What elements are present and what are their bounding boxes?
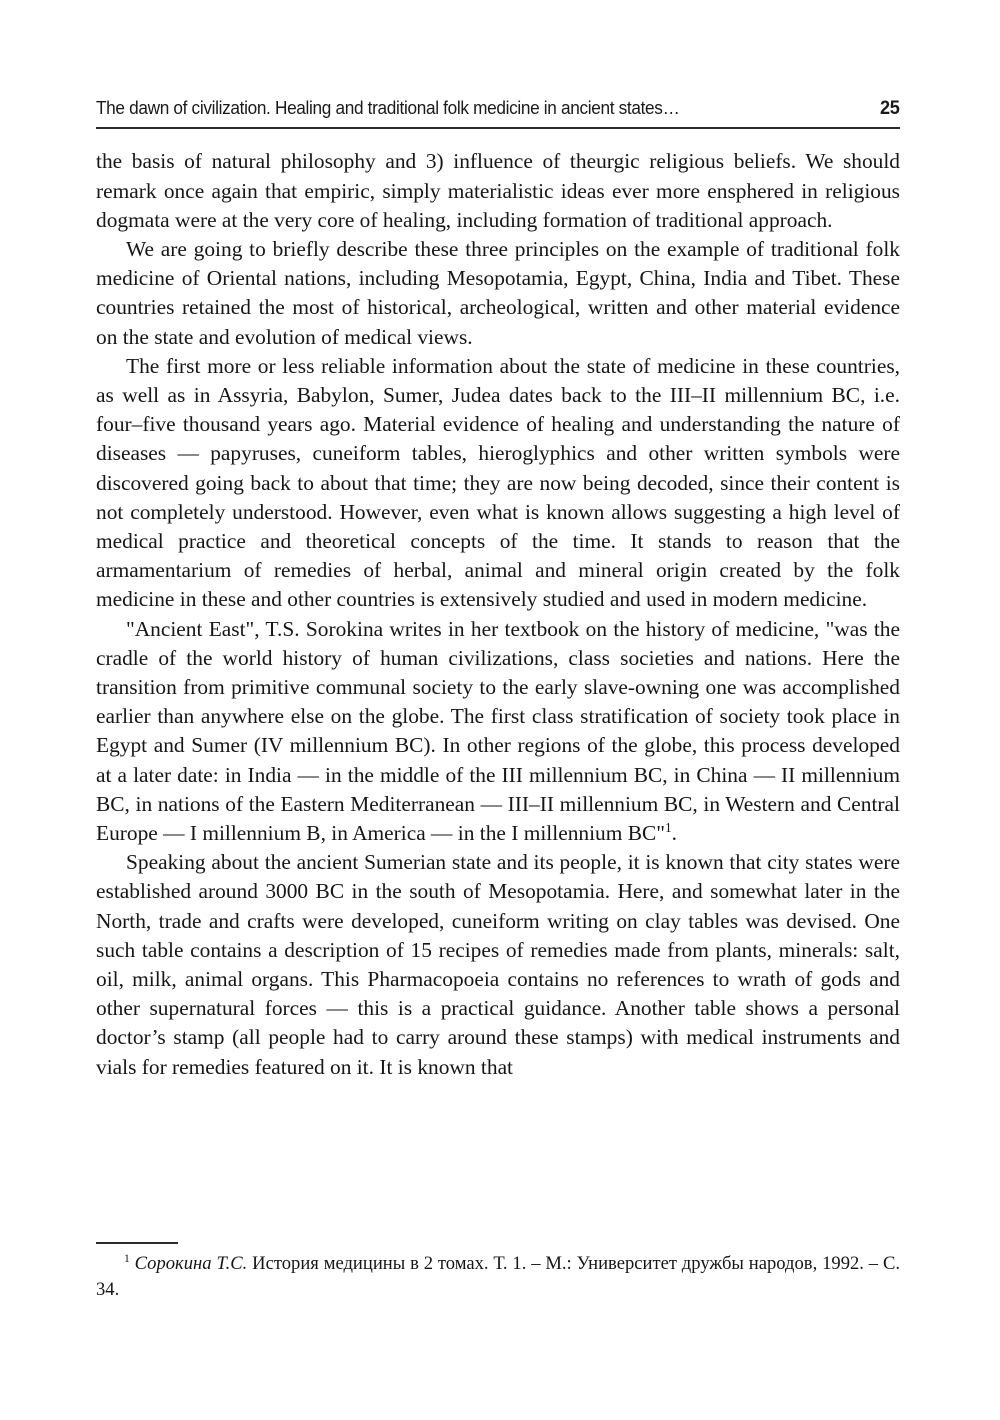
- body-text-block: [96, 147, 900, 1082]
- paragraph-continuation: the basis of natural philosophy and 3) influence of theurgic religious beliefs. We should remark once again that empiric, simply materialistic ideas ever more ensphered in religious dogmata were at the very core of healing, including formation of traditional approach.: [96, 149, 900, 232]
- page-number: 25: [879, 97, 900, 119]
- paragraph-three-principles: We are going to briefly describe these three principles on the example of traditional folk medicine of Oriental nations, including Mesopotamia, Egypt, China, India and Tibet. These countries retained the most of historical, archeological, written and other material evidence on the state and evolution of medical views.: [96, 236, 900, 349]
- paragraph-sumerian-state: Speaking about the ancient Sumerian state and its people, it is known that city states were established around 3000 BC in the south of Mesopotamia. Here, and somewhat later in the North, trade and crafts were developed, cuneiform writing on clay tables was devised. One such table contains a description of 15 recipes of remedies made from plants, minerals: salt, oil, milk, animal organs. This Pharmacopoeia contains no references to wrath of gods and other supernatural forces — this is a practical guidance. Another table shows a personal doctor’s stamp (all people had to carry around these stamps) with medical instruments and vials for remedies featured on it. It is known that: [96, 850, 900, 1079]
- footnote-number: 1: [124, 1252, 130, 1265]
- paragraph-reliable-information: The first more or less reliable information about the state of medicine in these countries, as well as in Assyria, Babylon, Sumer, Judea dates back to the III–II millennium BC, i.e. four–five thousand years ago. Material evidence of healing and understanding the nature of diseases — papyruses, cuneiform tables, hieroglyphics and other written symbols were discovered going back to about that time; they are now being decoded, since their content is not completely understood. However, even what is known allows suggesting a high level of medical practice and theoretical concepts of the time. It stands to reason that the armamentarium of remedies of herbal, animal and mineral origin created by the folk medicine in these and other countries is extensively studied and used in modern medicine.: [96, 353, 900, 612]
- paragraph-ancient-east-quote-tail: .: [671, 821, 677, 846]
- running-header-title: The dawn of civilization. Healing and traditional folk medicine in ancient states…: [96, 97, 680, 118]
- footnote-divider: [96, 1242, 178, 1244]
- running-header: [96, 96, 900, 120]
- header-divider: [96, 127, 900, 129]
- footnote-block: [96, 1242, 900, 1303]
- footnote-citation: История медицины в 2 томах. Т. 1. – М.: Университет дружбы народов, 1992. – С. 34.: [96, 1253, 901, 1300]
- page-content: [96, 96, 900, 1082]
- paragraph-ancient-east-quote: [96, 615, 900, 849]
- footnote-author: Сорокина Т.С.: [134, 1253, 248, 1274]
- footnote-reference-marker: 1: [664, 819, 672, 835]
- footnote-entry: [96, 1251, 900, 1303]
- paragraph-ancient-east-quote-text: "Ancient East", T.S. Sorokina writes in her textbook on the history of medicine, "was the cradle of the world history of human civilizations, class societies and nations. Here the transition from primitive communal society to the early slave-owning one was accomplished earlier than anywhere else on the globe. The first class stratification of society took place in Egypt and Sumer (IV millennium BC). In other regions of the globe, this process developed at a later date: in India — in the middle of the III millennium BC, in China — II millennium BC, in nations of the Eastern Mediterranean — III–II millennium BC, in Western and Central Europe — I millennium B, in America — in the I millennium BC": [96, 616, 900, 846]
